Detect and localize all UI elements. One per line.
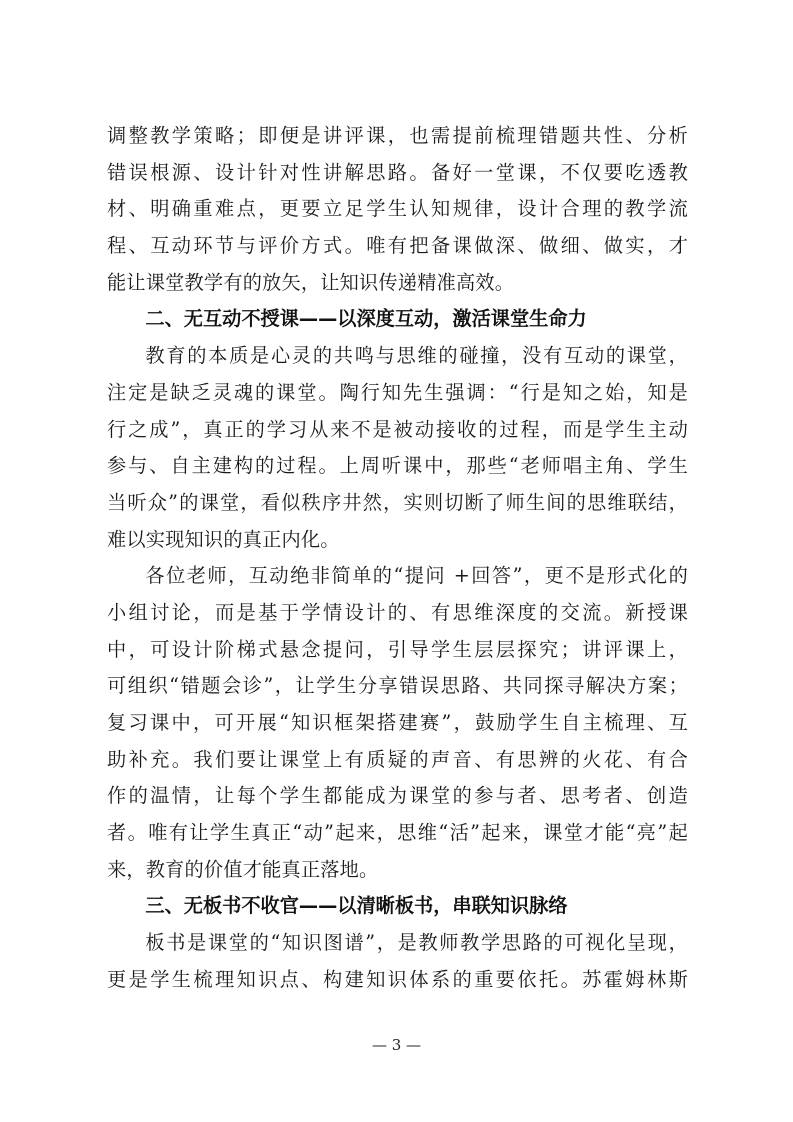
document-body — [107, 118, 688, 999]
text-line: 能让课堂教学有的放矢，让知识传递精准高效。 — [107, 270, 515, 294]
text-line: 板书是课堂的“知识图谱”，是教师教学思路的可视化呈现， — [145, 931, 688, 955]
text-line: 来，教育的价值才能真正落地。 — [107, 857, 379, 881]
text-line: 错误根源、设计针对性讲解思路。备好一堂课，不仅要吃透教 — [107, 160, 688, 184]
text-line: 各位老师，互动绝非简单的“提问 +回答”，更不是形式化的 — [145, 564, 688, 588]
text-line: 助补充。我们要让课堂上有质疑的声音、有思辨的火花、有合 — [107, 747, 688, 771]
page-number: — 3 — — [371, 1036, 422, 1054]
text-line: 教育的本质是心灵的共鸣与思维的碰撞，没有互动的课堂， — [145, 344, 688, 368]
text-line: 行之成”，真正的学习从来不是被动接收的过程，而是学生主动 — [107, 417, 688, 441]
text-line: 复习课中，可开展“知识框架搭建赛”，鼓励学生自主梳理、互 — [107, 711, 688, 734]
text-line: 参与、自主建构的过程。上周听课中，那些“老师唱主角、学生 — [107, 454, 688, 478]
text-line: 调整教学策略；即便是讲评课，也需提前梳理错题共性、分析 — [107, 124, 688, 147]
text-line: 当听众”的课堂，看似秩序井然，实则切断了师生间的思维联结， — [107, 490, 688, 514]
text-line: 者。唯有让学生真正“动”起来，思维“活”起来，课堂才能“亮”起 — [107, 821, 688, 845]
section-heading-2: 二、无互动不授课——以深度互动，激活课堂生命力 — [145, 307, 587, 331]
text-line: 小组讨论，而是基于学情设计的、有思维深度的交流。新授课 — [107, 600, 688, 624]
text-line: 注定是缺乏灵魂的课堂。陶行知先生强调：“行是知之始，知是 — [107, 380, 688, 404]
text-line: 难以实现知识的真正内化。 — [107, 527, 340, 551]
text-line: 作的温情，让每个学生都能成为课堂的参与者、思考者、创造 — [107, 784, 688, 808]
text-line: 可组织“错题会诊”，让学生分享错误思路、共同探寻解决方案； — [107, 674, 688, 698]
text-line: 更是学生梳理知识点、构建知识体系的重要依托。苏霍姆林斯 — [107, 967, 688, 991]
text-line: 材、明确重难点，更要立足学生认知规律，设计合理的教学流 — [107, 197, 688, 221]
text-line: 程、互动环节与评价方式。唯有把备课做深、做细、做实，才 — [107, 234, 688, 258]
section-heading-3: 三、无板书不收官——以清晰板书，串联知识脉络 — [145, 894, 568, 918]
text-line: 中，可设计阶梯式悬念提问，引导学生层层探究；讲评课上， — [107, 637, 688, 661]
